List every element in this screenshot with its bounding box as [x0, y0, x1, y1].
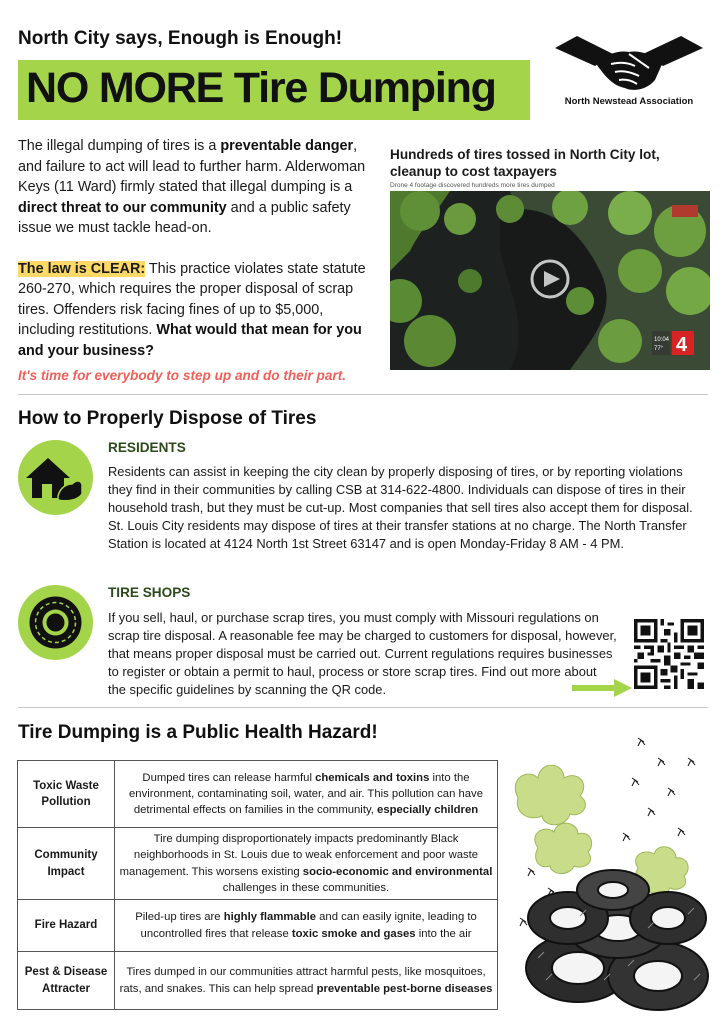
tire-shops-body: If you sell, haul, or purchase scrap tires, you must comply with Missouri regulations on scrap tire disposal. A reasonable fee may be charged to customers for disposal, however, that means proper disposal must be carried out. Current regulations requires businesses to register or obtain a permit to haul, process or store scrap tires. Find out more about the specific guidelines by scanning the QR code.	[108, 610, 617, 697]
qr-code[interactable]	[634, 619, 704, 689]
section-heading-hazards: Tire Dumping is a Public Health Hazard!	[18, 722, 378, 743]
table-row	[18, 828, 498, 900]
arrow-right-icon	[572, 679, 632, 697]
news-caption: Drone 4 footage discovered hundreds more tires dumped	[390, 182, 555, 189]
divider	[18, 707, 708, 708]
law-highlight: The law is CLEAR:	[18, 260, 146, 277]
hazard-label: Pest & Disease Attracter	[18, 952, 115, 1010]
house-hand-icon	[18, 440, 93, 515]
table-row	[18, 952, 498, 1010]
news-temp: 77°	[654, 346, 664, 352]
hazard-description: Tires dumped in our communities attract harmful pests, like mosquitoes, rats, and snakes. This can help spread preventable pest-borne diseases	[115, 952, 498, 1010]
call-to-action: It's time for everybody to step up and do their part.	[18, 368, 347, 383]
tire-pile-illustration	[508, 718, 718, 1020]
residents-title: RESIDENTS	[108, 440, 186, 455]
channel-logo: 4	[676, 334, 688, 356]
hazard-label: Community Impact	[18, 828, 115, 900]
intro-paragraph-2: The law is CLEAR: This practice violates state statute 260-270, which requires the proper disposal of scrap tires. Offenders risk facing fines of up to $5,000, including restitutions. What would that mean for you and your business?	[18, 260, 366, 359]
intro-paragraph-1: The illegal dumping of tires is a preventable danger, and failure to act will lead to further harm. Alderwoman Keys (11 Ward) firmly stated that illegal dumping is a direct threat to our community and a public safety issue we must tackle head-on.	[18, 138, 366, 236]
section-heading-disposal: How to Properly Dispose of Tires	[18, 408, 317, 429]
page-tagline: North City says, Enough is Enough!	[18, 28, 343, 49]
hazard-label: Toxic Waste Pollution	[18, 761, 115, 828]
org-name: North Newstead Association	[564, 96, 694, 107]
news-headline: Hundreds of tires tossed in North City lot, cleanup to cost taxpayers	[390, 147, 660, 179]
hazard-description: Piled-up tires are highly flammable and can easily ignite, leading to uncontrolled fires that release toxic smoke and gases into the air	[115, 900, 498, 952]
table-row	[18, 761, 498, 828]
tire-icon	[18, 585, 93, 660]
residents-body: Residents can assist in keeping the city clean by properly disposing of tires, or by reporting violations they find in their communities by calling CSB at 314-622-4800. Individuals can dispose of tires in their household trash, but they must be cut-up. Most companies that sell tires also accept them for disposal. St. Louis City residents may dispose of tires at their transfer stations at no charge. The North Transfer Station is located at 4124 North 1st Street 63147 and is open Monday-Friday 8 AM - 4 PM.	[108, 464, 693, 551]
page-title: NO MORE Tire Dumping	[26, 64, 496, 112]
news-video-thumbnail[interactable]	[390, 191, 710, 370]
table-row	[18, 900, 498, 952]
news-time: 10:04	[654, 337, 670, 343]
tire-shops-title: TIRE SHOPS	[108, 585, 191, 600]
intro-text	[18, 136, 378, 361]
hazard-description: Dumped tires can release harmful chemicals and toxins into the environment, contaminating soil, water, and air. This pollution can have detrimental effects on families in the community, especially children	[115, 761, 498, 828]
hazard-description: Tire dumping disproportionately impacts predominantly Black neighborhoods in St. Louis due to weak enforcement and poor waste management. This worsens existing socio-economic and environmental challenges in these communities.	[115, 828, 498, 900]
hazards-table	[17, 760, 498, 1010]
hazard-label: Fire Hazard	[18, 900, 115, 952]
divider	[18, 394, 708, 395]
